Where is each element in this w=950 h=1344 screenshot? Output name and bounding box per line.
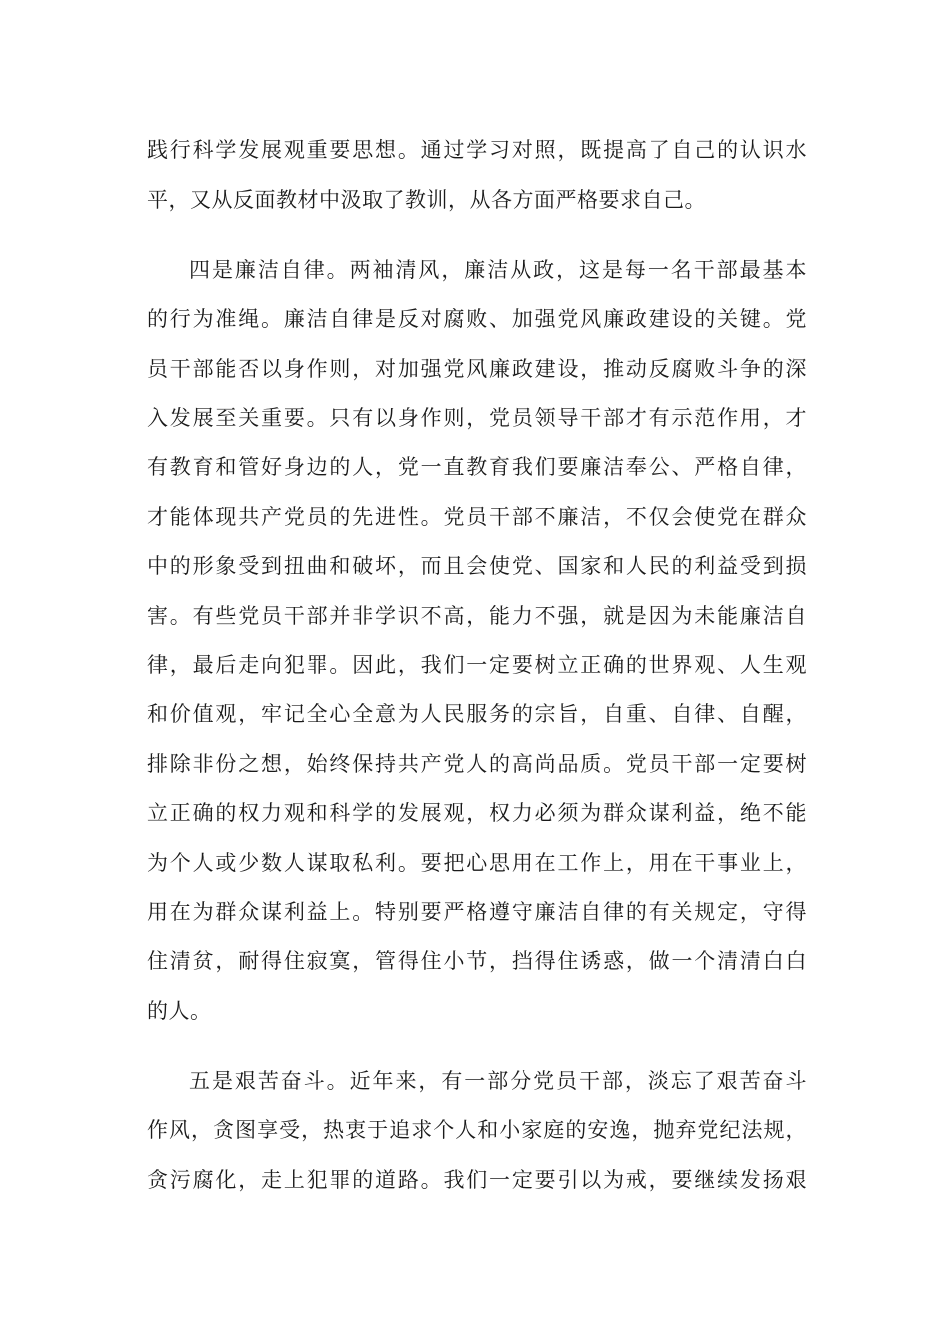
text-line: 员干部能否以身作则，对加强党风廉政建设，推动反腐败斗争的深 <box>147 357 807 381</box>
text-line: 律，最后走向犯罪。因此，我们一定要树立正确的世界观、人生观 <box>147 653 807 677</box>
text-line: 才能体现共产党员的先进性。党员干部不廉洁，不仅会使党在群众 <box>147 505 807 529</box>
text-line: 四是廉洁自律。两袖清风，廉洁从政，这是每一名干部最基本 <box>189 258 807 282</box>
text-line: 作风，贪图享受，热衷于追求个人和小家庭的安逸，抛弃党纪法规， <box>147 1118 807 1142</box>
text-line: 的人。 <box>147 999 212 1023</box>
text-line: 五是艰苦奋斗。近年来，有一部分党员干部，淡忘了艰苦奋斗 <box>189 1069 807 1093</box>
text-line: 贪污腐化，走上犯罪的道路。我们一定要引以为戒，要继续发扬艰 <box>147 1168 807 1192</box>
text-line: 用在为群众谋利益上。特别要严格遵守廉洁自律的有关规定，守得 <box>147 900 807 924</box>
text-line: 的行为准绳。廉洁自律是反对腐败、加强党风廉政建设的关键。党 <box>147 307 807 331</box>
text-line: 和价值观，牢记全心全意为人民服务的宗旨，自重、自律、自醒， <box>147 702 807 726</box>
text-line: 入发展至关重要。只有以身作则，党员领导干部才有示范作用，才 <box>147 406 807 430</box>
text-line: 住清贫，耐得住寂寞，管得住小节，挡得住诱惑，做一个清清白白 <box>147 949 807 973</box>
text-line: 践行科学发展观重要思想。通过学习对照，既提高了自己的认识水 <box>147 138 807 162</box>
text-line: 害。有些党员干部并非学识不高，能力不强，就是因为未能廉洁自 <box>147 604 807 628</box>
text-line: 为个人或少数人谋取私利。要把心思用在工作上，用在干事业上， <box>147 851 807 875</box>
text-line: 立正确的权力观和科学的发展观，权力必须为群众谋利益，绝不能 <box>147 801 807 825</box>
text-line: 有教育和管好身边的人，党一直教育我们要廉洁奉公、严格自律， <box>147 455 807 479</box>
text-line: 平，又从反面教材中汲取了教训，从各方面严格要求自己。 <box>147 188 706 212</box>
text-line: 排除非份之想，始终保持共产党人的高尚品质。党员干部一定要树 <box>147 752 807 776</box>
text-line: 中的形象受到扭曲和破坏，而且会使党、国家和人民的利益受到损 <box>147 554 807 578</box>
